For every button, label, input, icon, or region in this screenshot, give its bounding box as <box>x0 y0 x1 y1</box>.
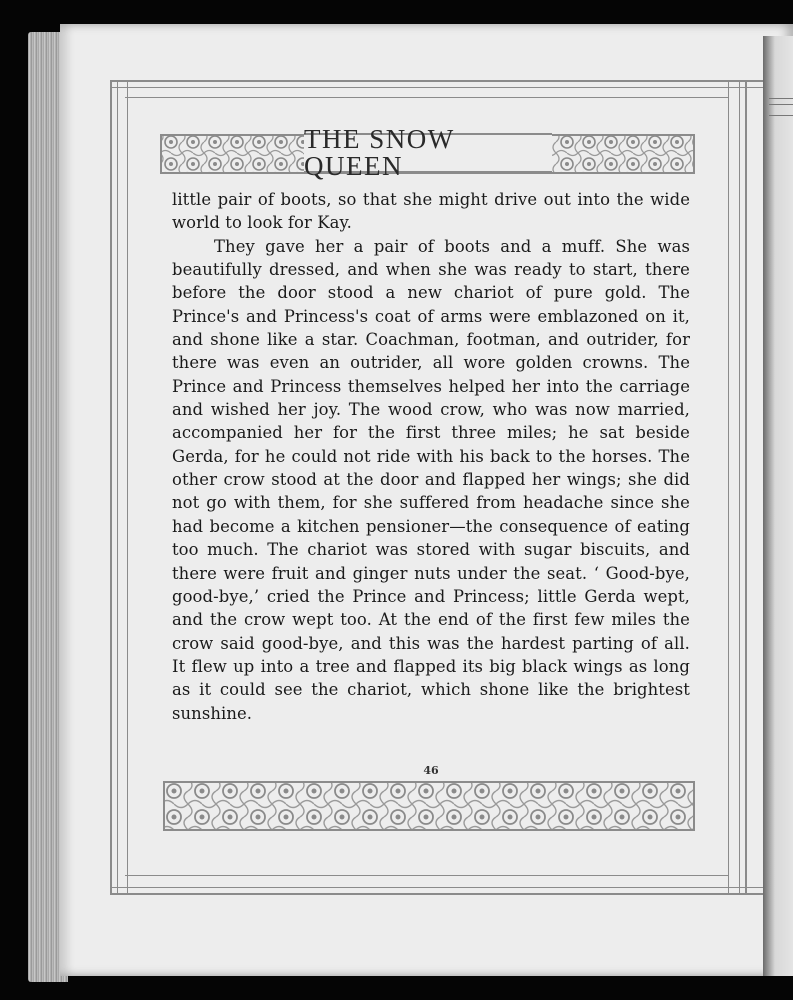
header-ornament <box>160 124 695 181</box>
running-title: THE SNOW QUEEN <box>304 124 455 181</box>
page-number: 46 <box>423 764 439 777</box>
floral-ornament-icon <box>160 778 698 834</box>
body-text <box>172 188 690 725</box>
running-title-box <box>304 124 552 181</box>
paragraph: They gave her a pair of boots and a muff. She was beautifully dressed, and when she was ready to start, there before the door stood a new chariot of pure gold. The Prince's and Princess's coat of arms were emblazoned on it, and shone like a star. Coachman, footman, and outrider, for there was even an outrider, all wore golden crowns. The Prince and Princess themselves helped her into the carriage and wished her joy. The wood crow, who was now married, accompanied her for the first three miles; he sat beside Gerda, for he could not ride with his back to the horses. The other crow stood at the door and flapped her wings; she did not go with them, for she suffered from headache since she had become a kitchen pensioner—the consequence of eating too much. The chariot was stored with sugar biscuits, and there were fruit and ginger nuts under the seat. ‘ Good-bye, good-bye,’ cried the Prince and Princess; little Gerda wept, and the crow wept too. At the end of the first few miles the crow said good-bye, and this was the hardest parting of all. It flew up into a tree and flapped its big black wings as long as it could see the chariot, which shone like the brightest sunshine. <box>172 236 690 723</box>
facing-page-edge <box>763 36 793 976</box>
paragraph: little pair of boots, so that she might drive out into the wide world to look for Kay. <box>172 190 690 233</box>
footer-ornament <box>160 778 698 834</box>
